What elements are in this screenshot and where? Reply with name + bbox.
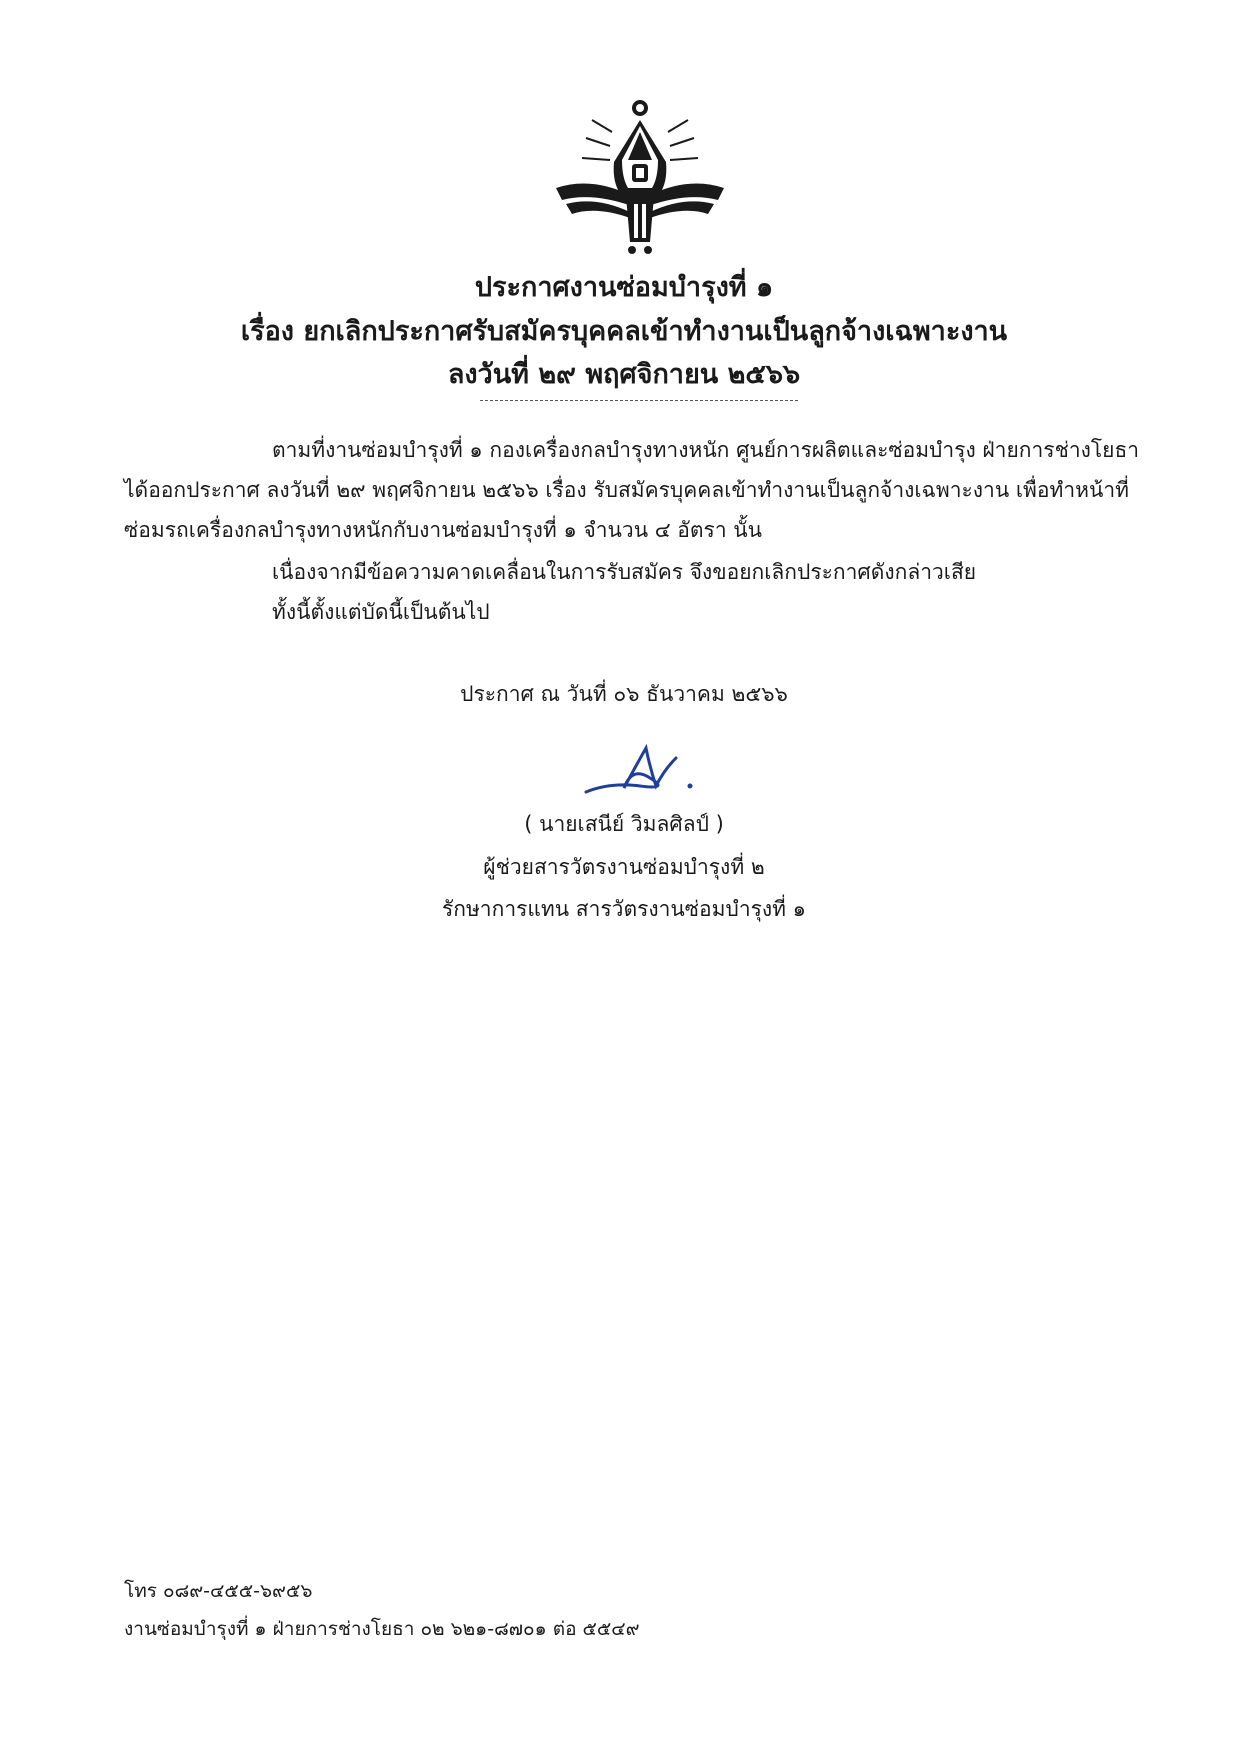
footer-office: งานซ่อมบำรุงที่ ๑ ฝ่ายการช่างโยธา ๐๒ ๖๒๑-๘๗๐๑ ต่อ ๕๕๔๙ [124,1618,640,1640]
announcement-date: ลงวันที่ ๒๙ พฤศจิกายน ๒๕๖๖ [447,359,801,390]
body-paragraph-2-line-1: เนื่องจากมีข้อความคาดเคลื่อนในการรับสมัคร จึงขอยกเลิกประกาศดังกล่าวเสีย [272,560,977,584]
dashed-divider [480,400,798,401]
body-paragraph-1-line-2: ได้ออกประกาศ ลงวันที่ ๒๙ พฤศจิกายน ๒๕๖๖ เรื่อง รับสมัครบุคคลเข้าทำงานเป็นลูกจ้างเฉพาะงาน เพื่อทำหน้าที่ [124,478,1129,502]
body-paragraph-1-line-3: ซ่อมรถเครื่องกลบำรุงทางหนักกับงานซ่อมบำรุงที่ ๑ จำนวน ๔ อัตรา นั้น [124,518,762,542]
signature-icon [580,742,710,802]
signatory-name: ( นายเสนีย์ วิมลศิลป์ ) [524,812,724,836]
signatory-acting: รักษาการแทน สารวัตรงานซ่อมบำรุงที่ ๑ [441,897,807,921]
body-paragraph-1-line-1: ตามที่งานซ่อมบำรุงที่ ๑ กองเครื่องกลบำรุงทางหนัก ศูนย์การผลิตและซ่อมบำรุง ฝ่ายการช่างโยธา [272,438,1140,462]
state-railway-emblem-icon [552,92,728,262]
announcement-subject: เรื่อง ยกเลิกประกาศรับสมัครบุคคลเข้าทำงานเป็นลูกจ้างเฉพาะงาน [240,316,1008,347]
body-paragraph-2-line-2: ทั้งนี้ตั้งแต่บัดนี้เป็นต้นไป [272,600,490,624]
announce-date-line: ประกาศ ณ วันที่ ๐๖ ธันวาคม ๒๕๖๖ [460,682,788,706]
signatory-position: ผู้ช่วยสารวัตรงานซ่อมบำรุงที่ ๒ [483,855,765,879]
announcement-title: ประกาศงานซ่อมบำรุงที่ ๑ [474,272,774,303]
footer-phone: โทร ๐๘๙-๔๕๕-๖๙๕๖ [124,1580,313,1602]
